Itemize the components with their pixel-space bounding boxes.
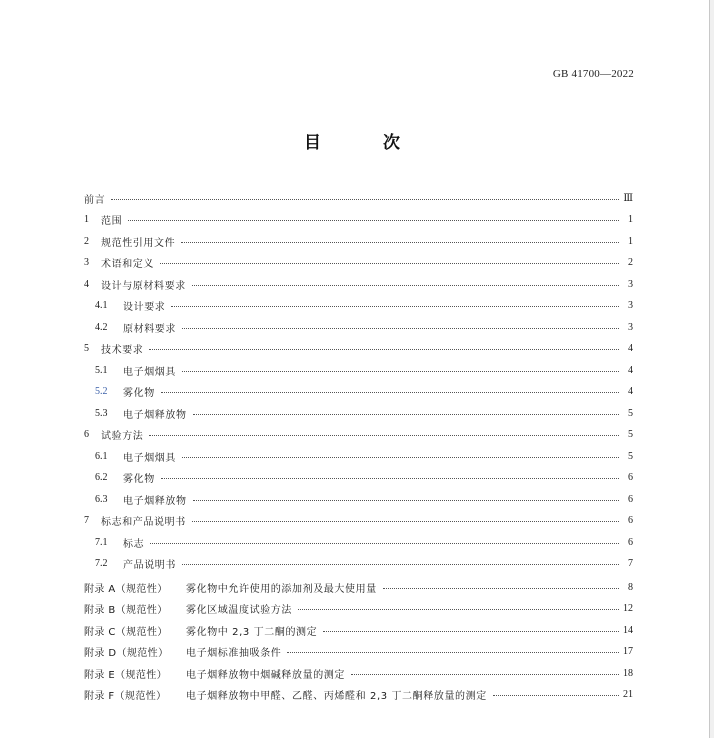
toc-entry-number: 6 — [84, 429, 89, 440]
standard-code: GB 41700—2022 — [552, 68, 634, 80]
toc-entry[interactable] — [95, 384, 633, 400]
appendix-title: 电子烟标准抽吸条件 — [186, 648, 282, 659]
appendix-entry[interactable] — [84, 665, 633, 681]
toc-dot-leader — [160, 263, 619, 264]
toc-entry-title: 设计与原材料要求 — [101, 280, 186, 292]
toc-dot-leader — [493, 695, 619, 696]
toc-page-number: 4 — [628, 343, 633, 354]
toc-entry-number: 7.1 — [95, 536, 108, 548]
appendix-entry[interactable] — [84, 622, 633, 638]
toc-entry[interactable] — [95, 534, 633, 550]
appendix-entry[interactable] — [84, 579, 633, 595]
toc-entry[interactable] — [84, 276, 633, 292]
toc-entry-title: 雾化物 — [123, 474, 155, 485]
toc-entry-title: 技术要求 — [101, 345, 144, 356]
toc-entry-number: 5.2 — [95, 386, 108, 397]
appendix-page-number: 12 — [623, 603, 633, 614]
toc-dot-leader — [193, 414, 619, 415]
toc-dot-leader — [323, 631, 619, 632]
appendix-title: 雾化物中 2,3 丁二酮的测定 — [186, 626, 318, 638]
toc-entry-number: 6.2 — [95, 472, 108, 483]
toc-entry[interactable] — [95, 448, 633, 464]
toc-dot-leader — [182, 564, 619, 565]
toc-entry[interactable] — [84, 190, 633, 206]
toc-dot-leader — [161, 478, 619, 479]
toc-dot-leader — [182, 457, 619, 458]
toc-dot-leader — [181, 242, 619, 243]
toc-entry-title: 范围 — [101, 216, 123, 227]
toc-page-number: Ⅲ — [623, 192, 633, 204]
appendix-page-number: 8 — [628, 581, 633, 593]
appendix-label: 附录 C（规范性） — [84, 626, 168, 638]
toc-dot-leader — [182, 371, 619, 372]
appendix-title: 电子烟释放物中甲醛、乙醛、丙烯醛和 2,3 丁二酮释放量的测定 — [186, 691, 487, 702]
toc-dot-leader — [192, 285, 619, 286]
toc-entry-number: 4 — [84, 278, 89, 290]
toc-page-number: 1 — [628, 235, 633, 247]
toc-entry-title: 术语和定义 — [101, 259, 154, 270]
toc-page-number: 6 — [628, 515, 633, 526]
toc-entry-number: 5.3 — [95, 407, 108, 419]
toc-entry[interactable] — [95, 491, 633, 507]
toc-entry-title: 雾化物 — [123, 388, 155, 399]
appendix-label: 附录 A（规范性） — [84, 583, 168, 595]
toc-page-number: 5 — [628, 450, 633, 462]
toc-entry-number: 6.3 — [95, 493, 108, 505]
toc-entry-title: 电子烟释放物 — [123, 409, 187, 421]
toc-entry[interactable] — [95, 319, 633, 335]
toc-dot-leader — [287, 652, 619, 653]
appendix-label: 附录 F（规范性） — [84, 691, 167, 702]
toc-entry-number: 4.2 — [95, 321, 108, 333]
toc-dot-leader — [111, 199, 619, 200]
appendix-page-number: 18 — [623, 667, 633, 679]
toc-page-number: 5 — [628, 407, 633, 419]
toc-dot-leader — [128, 220, 619, 221]
toc-dot-leader — [193, 500, 619, 501]
toc-dot-leader — [351, 674, 619, 675]
appendix-page-number: 21 — [623, 689, 633, 700]
toc-entry-title: 前言 — [84, 194, 106, 206]
appendix-page-number: 14 — [623, 624, 633, 636]
toc-page-number: 6 — [628, 493, 633, 505]
toc-entry-number: 3 — [84, 257, 89, 268]
toc-page-number: 3 — [628, 321, 633, 333]
toc-entry[interactable] — [95, 470, 633, 486]
toc-entry-number: 7.2 — [95, 558, 108, 569]
toc-dot-leader — [383, 588, 619, 589]
toc-entry-title: 电子烟烟具 — [123, 452, 176, 464]
toc-page-number: 4 — [628, 386, 633, 397]
toc-entry-title: 标志和产品说明书 — [101, 517, 186, 528]
toc-page-number: 5 — [628, 429, 633, 440]
toc-page-number: 2 — [628, 257, 633, 268]
appendix-label: 附录 B（规范性） — [84, 605, 168, 616]
toc-entry-number: 7 — [84, 515, 89, 526]
toc-page-number: 4 — [628, 364, 633, 376]
toc-entry-title: 电子烟释放物 — [123, 495, 187, 507]
toc-entry-title: 规范性引用文件 — [101, 237, 176, 249]
toc-entry[interactable] — [84, 427, 633, 443]
toc-title: 目 次 — [304, 133, 428, 153]
appendix-title: 电子烟释放物中烟碱释放量的测定 — [186, 669, 345, 681]
appendix-title: 雾化区域温度试验方法 — [186, 605, 292, 616]
toc-dot-leader — [298, 609, 619, 610]
toc-dot-leader — [150, 543, 619, 544]
appendix-entry[interactable] — [84, 687, 633, 703]
appendix-page-number: 17 — [623, 646, 633, 657]
toc-entry-title: 原材料要求 — [123, 323, 176, 335]
toc-entry-number: 1 — [84, 214, 89, 225]
toc-entry[interactable] — [84, 212, 633, 228]
toc-entry[interactable] — [95, 362, 633, 378]
toc-entry[interactable] — [84, 341, 633, 357]
toc-entry[interactable] — [95, 298, 633, 314]
toc-dot-leader — [182, 328, 619, 329]
toc-page-number: 6 — [628, 472, 633, 483]
toc-entry-number: 2 — [84, 235, 89, 247]
appendix-label: 附录 E（规范性） — [84, 669, 168, 681]
toc-dot-leader — [171, 306, 619, 307]
toc-entry[interactable] — [84, 513, 633, 529]
appendix-title: 雾化物中允许使用的添加剂及最大使用量 — [186, 583, 377, 595]
toc-entry-title: 试验方法 — [101, 431, 144, 442]
appendix-label: 附录 D（规范性） — [84, 648, 169, 659]
toc-entry-title: 产品说明书 — [123, 560, 176, 571]
toc-page-number: 3 — [628, 278, 633, 290]
toc-entry-title: 设计要求 — [123, 302, 166, 313]
toc-entry[interactable] — [95, 556, 633, 572]
toc-entry[interactable] — [95, 405, 633, 421]
toc-entry[interactable] — [84, 233, 633, 249]
toc-entry-number: 4.1 — [95, 300, 108, 311]
toc-entry-title: 电子烟烟具 — [123, 366, 176, 378]
toc-entry[interactable] — [84, 255, 633, 271]
toc-dot-leader — [149, 349, 619, 350]
toc-dot-leader — [192, 521, 619, 522]
toc-page-number: 3 — [628, 300, 633, 311]
toc-entry-number: 5.1 — [95, 364, 108, 376]
toc-entry-title: 标志 — [123, 538, 145, 550]
toc-entry-number: 6.1 — [95, 450, 108, 462]
appendix-entry[interactable] — [84, 644, 633, 660]
appendix-entry[interactable] — [84, 601, 633, 617]
toc-page-number: 1 — [628, 214, 633, 225]
toc-page-number: 7 — [628, 558, 633, 569]
toc-dot-leader — [149, 435, 619, 436]
toc-page-number: 6 — [628, 536, 633, 548]
toc-dot-leader — [161, 392, 619, 393]
toc-entry-number: 5 — [84, 343, 89, 354]
